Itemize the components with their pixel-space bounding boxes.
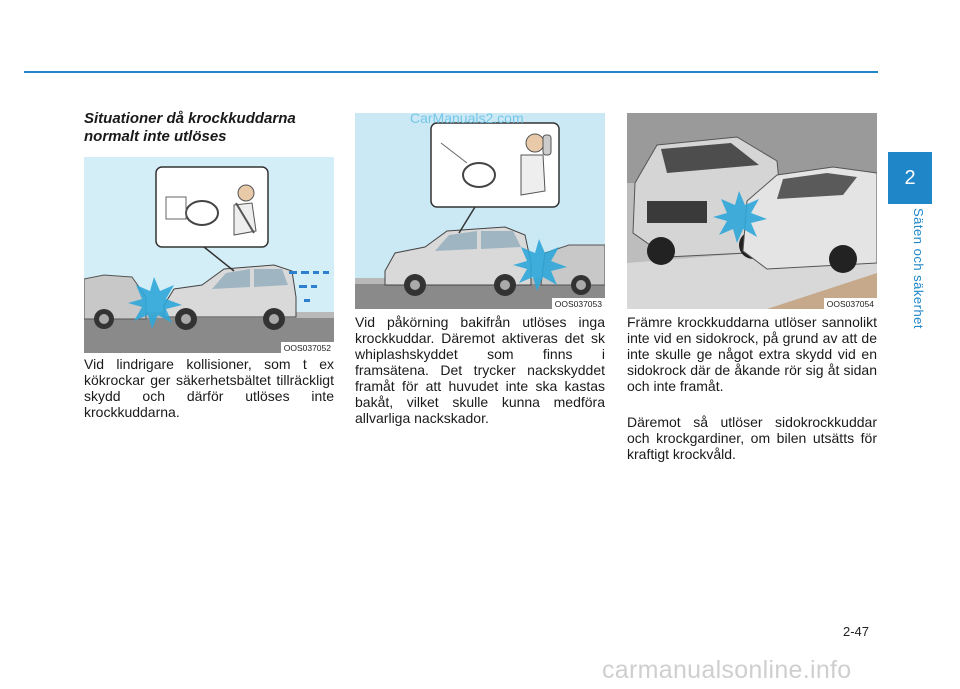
paragraph-side-2: Däremot så utlöser sidokrockkuddar och krockgardiner, om bilen utsätts för kraftigt krockvåld. (627, 414, 877, 462)
figure-frontal-collision (84, 157, 334, 353)
figure-code: OOS037053 (552, 298, 605, 309)
side-collision-photo (627, 113, 877, 309)
paragraph-frontal: Vid lindrigare kollisioner, som t ex kökrockar ger säkerhetsbältet tillräckligt skydd och därför utlöses inte krockkuddarna. (84, 356, 334, 420)
page-number: 2-47 (843, 624, 870, 639)
chapter-number: 2 (904, 166, 916, 189)
figure-code: OOS037054 (824, 298, 877, 309)
rear-collision-illustration (355, 113, 605, 309)
chapter-title: Säten och säkerhet (911, 208, 926, 330)
frontal-collision-illustration (84, 157, 334, 353)
chapter-tab[interactable] (888, 152, 932, 204)
figure-rear-collision (355, 113, 605, 309)
footer-site[interactable]: carmanualsonline.info (602, 656, 852, 684)
top-rule (24, 71, 878, 73)
watermark-text: CarManuals2.com (410, 110, 524, 126)
figure-code: OOS037052 (281, 342, 334, 353)
paragraph-rear: Vid påkörning bakifrån utlöses inga krockkuddar. Däremot aktiveras det sk whiplashskyddet som finns i framsätena. Det trycker nackskyddet framåt för att huvudet inte ska kastas bakåt, vilket skulle kunna medföra allvarliga nackskador. (355, 314, 605, 426)
figure-side-collision (627, 113, 877, 309)
paragraph-side-1: Främre krockkuddarna utlöser sannolikt inte vid en sidokrock, på grund av att de inte skulle ge något extra skydd vid en sidokrock där de åkande rör sig åt sidan och inte framåt. (627, 314, 877, 394)
section-heading: Situationer då krockkuddarna normalt inte utlöses (84, 110, 296, 145)
